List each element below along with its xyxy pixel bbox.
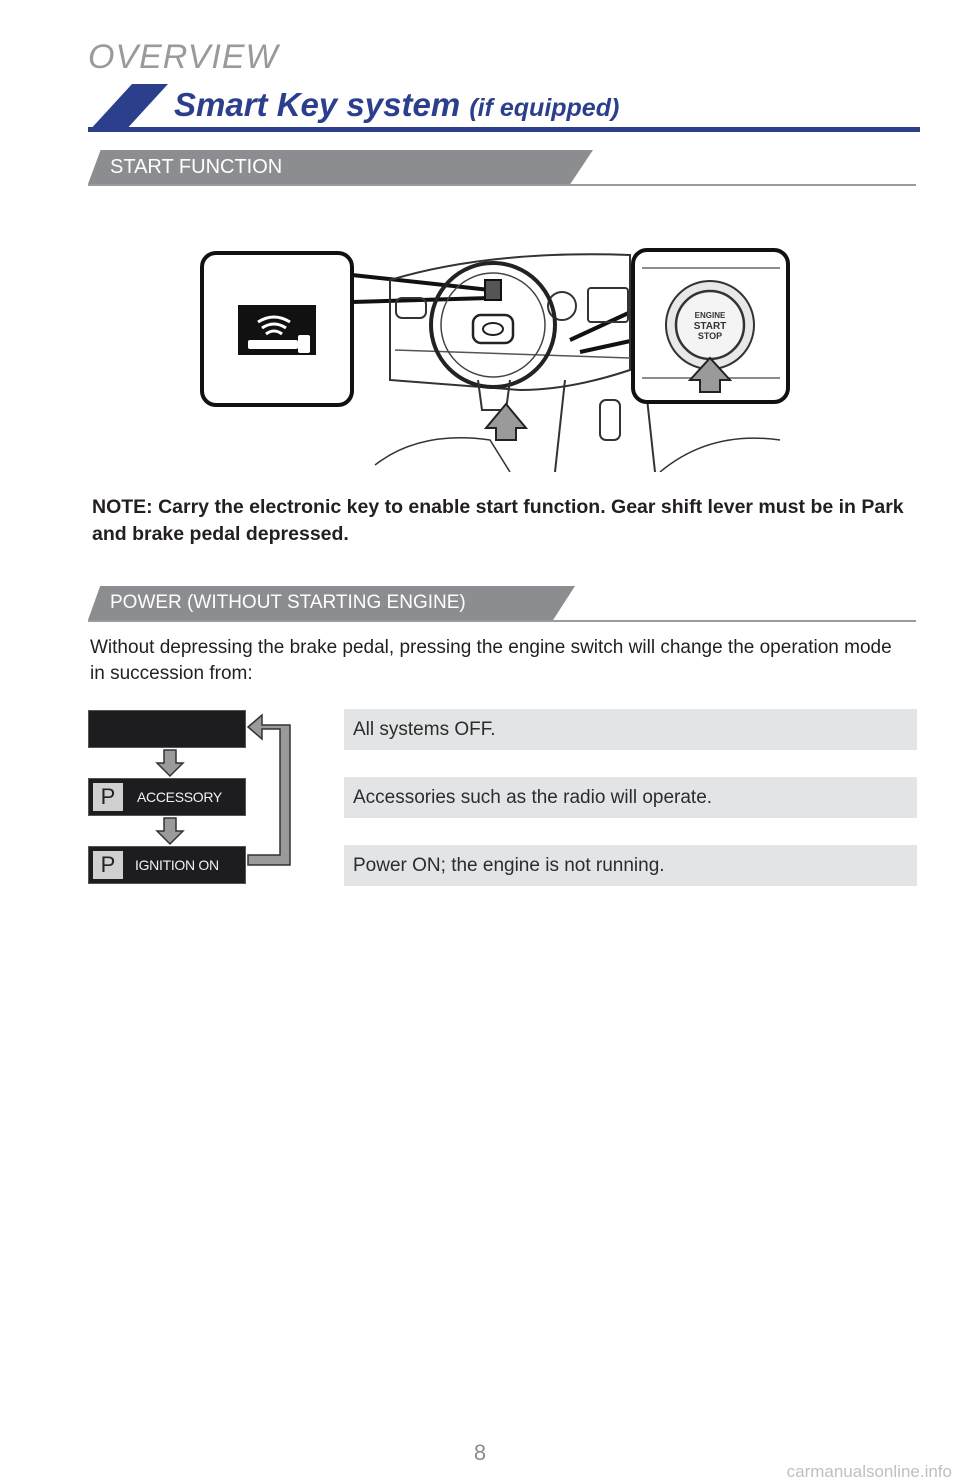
page-title-main: Smart Key system xyxy=(174,86,470,123)
mode-description-text: Accessories such as the radio will operate. xyxy=(353,787,713,808)
page-title-sub: (if equipped) xyxy=(469,94,620,122)
seat-right xyxy=(660,438,780,472)
mode-description-accessory xyxy=(344,777,917,818)
page-title xyxy=(174,86,619,124)
mode-description-text: Power ON; the engine is not running. xyxy=(353,855,665,876)
mode-description-text: All systems OFF. xyxy=(353,719,496,740)
mode-label-ignition-on: IGNITION ON xyxy=(135,857,219,873)
callout-line-button-lower xyxy=(580,340,635,352)
engine-button-text-line1: ENGINE xyxy=(694,311,726,320)
page-number: 8 xyxy=(473,1440,487,1465)
watermark: carmanualsonline.info xyxy=(786,1462,952,1481)
callout-line-key xyxy=(352,275,490,290)
park-indicator: P xyxy=(93,783,123,811)
section-label-power: POWER (WITHOUT STARTING ENGINE) xyxy=(110,592,466,613)
note-text: NOTE: Carry the electronic key to enable start function. Gear shift lever must be in Park and brake pedal depressed. xyxy=(92,496,904,545)
seat-left xyxy=(375,438,510,472)
smart-key-icon xyxy=(238,305,316,355)
return-loop-arrow-icon xyxy=(248,715,290,865)
callout-line-button xyxy=(570,310,635,340)
park-indicator: P xyxy=(93,851,123,879)
section-heading-overview: OVERVIEW xyxy=(88,38,279,76)
mode-flow-arrows xyxy=(140,705,310,885)
steering-hub xyxy=(473,315,513,343)
dash-lower-line xyxy=(395,350,630,358)
title-accent-wedge xyxy=(88,84,168,132)
mode-description-ignition-on xyxy=(344,845,917,886)
section-label-start-function: START FUNCTION xyxy=(110,156,283,178)
arrow-down-icon xyxy=(157,818,183,844)
section-band-power xyxy=(88,586,916,622)
engine-button-text-line2: START xyxy=(693,321,727,332)
key-slot xyxy=(485,280,501,300)
mode-description-off xyxy=(344,709,917,750)
section-band-line xyxy=(88,620,916,622)
section-band-start xyxy=(88,150,916,186)
page-title-bar xyxy=(88,84,920,134)
engine-button-text-line3: STOP xyxy=(697,331,723,341)
mode-label-accessory: ACCESSORY xyxy=(137,789,222,805)
section-band-line xyxy=(88,184,916,186)
arrow-down-icon xyxy=(157,750,183,776)
dashboard-illustration xyxy=(190,240,800,472)
title-underline xyxy=(88,127,920,132)
gear-shifter xyxy=(600,400,620,440)
intro-text: Without depressing the brake pedal, pressing the engine switch will change the operation mode in succession from: xyxy=(90,637,892,684)
